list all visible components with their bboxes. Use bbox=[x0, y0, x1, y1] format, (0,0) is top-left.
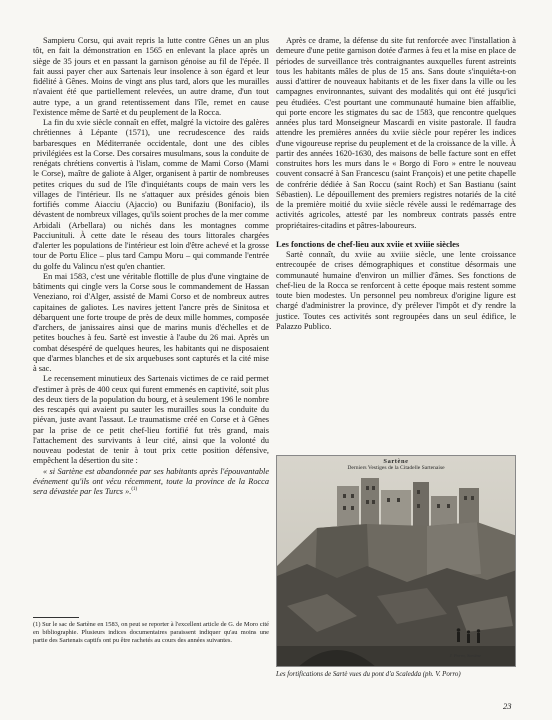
footnote-marker: (1) bbox=[131, 487, 138, 493]
paragraph: Sartè connaît, du xviie au xviiie siècle, une lente croissance entrecoupée de crises démographiques et constitue désormais une communauté humaine d'environ un millier d'âmes. Ses fonctions de chef-lieu de la Rocca se renforcent à cette époque mais restent somme toute bien modestes. Un personnel peu nombreux d'origine ligure est chargé d'administrer la province, d'y prélever l'impôt et d'y rendre la justice. Toutes ces activités sont regroupées dans un seul édifice, le Palazzo Publico. bbox=[276, 250, 516, 331]
paragraph: Sampieru Corsu, qui avait repris la lutte contre Gênes un an plus tôt, en fait la démonstration en 1565 en enlevant la place après un siège de 35 jours et en passant la garnison génoise au fil de l'épée. Il fait aussi payer cher aux Sartenais leur insolence à son égard et leur fidélité à Gênes. Moins de vingt ans plus tard, alors que les murailles n'avaient été que partiellement relevées, un autre drame, d'un tout autre type, a un grand retentissement dans l'île, remet en cause l'existence même de Sartè et du peuplement de la Rocca. bbox=[33, 36, 269, 117]
paragraph: La fin du xvie siècle connaît en effet, malgré la victoire des galères chrétiennes à Lépante (1571), une recrudescence des raids barbaresques en Méditerranée occidentale, dont une des cibles privilégiées est la Corse. Des corsaires musulmans, sous la conduite de renégats chrétiens convertis à l'islam, comme de Mami Corso (Mami le Corse), maître de galiote à Alger, organisent à partir de nombreuses petites criques du sud de l'île d'inquiétants coups de main vers les villages de l'intérieur. Ils ne s'attaquer aux présides génois bien fortifiés comme Aiacciu (Ajaccio) ou Bunifaziu (Bonifacio), ils dévastent de nombreux villages, qu'ils soient proches de la mer comme Arbidali (Arbellara) ou nichés dans les montagnes comme Pacciunituli. À cette date le réseau des tours littorales chargées d'alerter les populations de l'intérieur est loin d'être achevé et la grosse tour de Portu Elice – plus tard Campu Moru – qui commande l'entrée du golfe du Valincu n'est qu'en chantier. bbox=[33, 118, 269, 271]
right-text-column bbox=[276, 36, 516, 332]
photo-subtitle: Derniers Vestiges de la Citadelle Sartenaise bbox=[347, 465, 445, 472]
fortification-illustration bbox=[277, 456, 516, 667]
paragraph: Après ce drame, la défense du site fut renforcée avec l'installation à demeure d'une petite garnison dotée d'armes à feu et la mise en place de périodes de surveillance très contraignantes auxquelles furent astreints tous les habitants mâles de plus de 15 ans. Sans doute s'inquiéta-t-on aussi d'attirer de nouveaux habitants et de les fixer dans la ville ou les campagnes environnantes, suivant des modalités qui ont été jusqu'ici peu étudiées. C'est pourtant une communauté humaine bien affaiblie, qui porte encore les stigmates du sac de 1583, que rencontre quelques années plus tard Monseigneur Mascardi en visite pastorale. Il faudra attendre les premières années du xviie siècle pour repérer les indices d'une vigoureuse reprise du peuplement et de la croissance de la ville. À partir des années 1620-1630, des maisons de belle facture sont en effet construites hors les murs dans le « Borgo di Foro » entre le nouveau couvent consacré à San Francescu (saint François) et une petite chapelle de confrérie dédiée à San Roccu (saint Roch) et San Bastianu (saint Sébastien). Le dépouillement des premiers registres notariés de la cité de la première moitié du xviie siècle révèle aussi le redémarrage des activités agricoles, attesté par les nombreux contrats passés entre propriétaires-citadins et pâtres-laboureurs. bbox=[276, 36, 516, 230]
paragraph: Le recensement minutieux des Sartenais victimes de ce raid permet d'estimer à près de 400 ceux qui furent emmenés en captivité, soit plus des deux tiers de la population du bourg, et à seulement 196 le nombre des rescapés qui avaient pu sauter les murailles sous la conduite du piévan, juste avant l'assaut. Le traumatisme créé en Corse et à Gênes par la prise de ce petit chef-lieu fortifié fut très grand, mais l'attachement des survivants à leur cité, ainsi que la volonté du nouveau podestat de tenir à tout prix cette position défensive, empêchent la désertion du site : bbox=[33, 374, 269, 466]
photo-caption: Les fortifications de Sartè vues du pont d'a Scaledda (ph. V. Porro) bbox=[276, 671, 461, 678]
photo-title-block bbox=[277, 459, 515, 472]
left-text-column bbox=[33, 36, 269, 596]
quote-text: « si Sartène est abandonnée par ses habitants après l'épouvantable événement qu'ils ont vécu récemment, toute la province de la Rocca sera dévastée par les Turcs ». bbox=[33, 466, 269, 496]
quotation bbox=[33, 467, 269, 498]
paragraph: En mai 1583, c'est une véritable flottille de plus d'une vingtaine de bâtiments qui cingle vers la Corse sous le commandement de Hassan Veneziano, roi d'Alger, assisté de Mami Corso et de nombreux autres capitaines de galiotes. Les navires jettent l'ancre près de Sinitosa et débarquent une forte troupe de près de deux mille hommes, composée d'archers, de janissaires ainsi que de marins munis d'échelles et de petites bouches à feu. Sartè est investie à l'aube du 26 mai. Après un combat désespéré de quelques heures, les habitants qui ne disposaient que d'armes blanches et de six arquebuses sont capturés et la cité mise à sac. bbox=[33, 271, 269, 373]
footnote-rule bbox=[33, 617, 79, 618]
photo-signature: J. Porro, Sartène bbox=[449, 653, 481, 658]
page-number: 23 bbox=[503, 701, 512, 711]
historic-photograph bbox=[276, 455, 516, 667]
section-heading: Les fonctions de chef-lieu aux xviie et xviiie siècles bbox=[276, 238, 460, 249]
footnote: (1) Sur le sac de Sartène en 1583, on peut se reporter à l'excellent article de G. de Moro cité en bibliographie. Plusieurs indices documentaires paraissent indiquer qu'au moins une partie des Sartenais captifs ont pu être rachetés au cours des années suivantes. bbox=[33, 621, 269, 645]
photo-title: Sartène bbox=[383, 458, 409, 465]
